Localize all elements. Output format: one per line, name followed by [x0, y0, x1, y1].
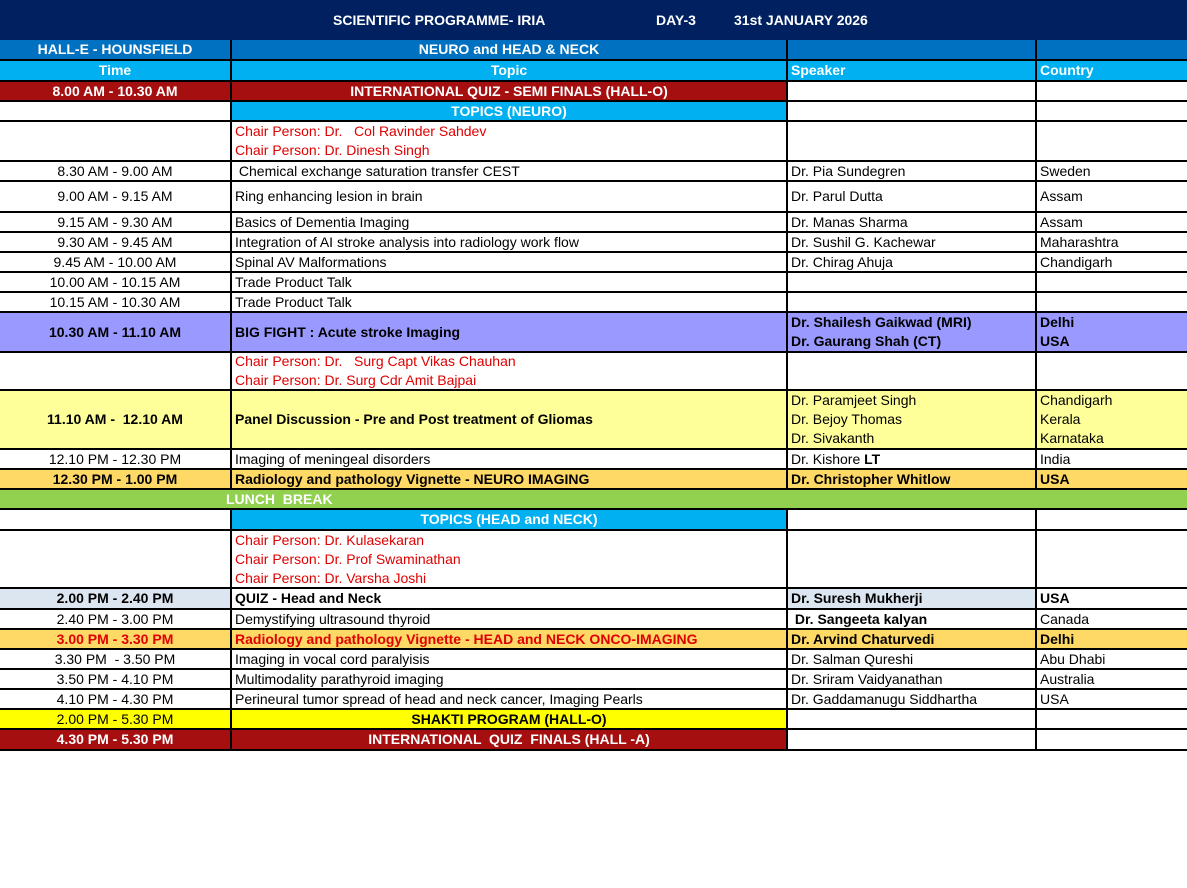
session-time: 12.30 PM - 1.00 PM: [0, 470, 232, 488]
chairperson-2: Chair Person: Dr. Surg Cdr Amit Bajpai: [235, 372, 477, 388]
hall-row: [0, 40, 1187, 61]
session-row: [0, 182, 1187, 213]
session-row: [0, 670, 1187, 690]
session-topic: Ring enhancing lesion in brain: [232, 182, 788, 211]
session-country: USA: [1040, 470, 1070, 487]
quiz-head-neck-row: [0, 589, 1187, 610]
session-time: 2.00 PM - 2.40 PM: [0, 589, 232, 608]
speaker-column-header: Speaker: [788, 61, 1037, 80]
session-country: USA: [1040, 690, 1069, 707]
session-time: 10.00 AM - 10.15 AM: [0, 273, 232, 291]
session-topic: INTERNATIONAL QUIZ - SEMI FINALS (HALL-O): [232, 82, 788, 100]
session-topic: Radiology and pathology Vignette - NEURO IMAGING: [232, 470, 788, 488]
chairperson-1: Chair Person: Dr. Kulasekaran: [235, 531, 425, 548]
vignette-row: [0, 470, 1187, 490]
session-row: [0, 690, 1187, 710]
session-time: 9.45 AM - 10.00 AM: [0, 253, 232, 271]
session-speaker: Dr. Pia Sundegren: [788, 162, 1037, 180]
day-label: DAY-3: [656, 12, 696, 28]
session-speaker: Dr. Parul Dutta: [788, 182, 1037, 211]
session-time: 8.30 AM - 9.00 AM: [0, 162, 232, 180]
country-1: Chandigarh: [1040, 392, 1113, 408]
session-topic: Multimodality parathyroid imaging: [232, 670, 788, 688]
session-time: 2.40 PM - 3.00 PM: [0, 610, 232, 628]
session-row: [0, 273, 1187, 293]
speaker-suffix: LT: [864, 450, 881, 467]
panel-discussion-row: [0, 391, 1187, 450]
session-time: 10.30 AM - 11.10 AM: [0, 313, 232, 351]
session-time: 8.00 AM - 10.30 AM: [0, 82, 232, 100]
session-time: 4.30 PM - 5.30 PM: [0, 730, 232, 749]
session-speaker: Dr. Chirag Ahuja: [788, 253, 1037, 271]
session-topic: SHAKTI PROGRAM (HALL-O): [232, 710, 788, 728]
title-row: [0, 0, 1187, 40]
session-time: 9.00 AM - 9.15 AM: [0, 182, 232, 211]
session-speaker: Dr. Sushil G. Kachewar: [788, 233, 1037, 251]
chairperson-1: Chair Person: Dr. Col Ravinder Sahdev: [235, 123, 487, 139]
session-speaker: Dr. Sangeeta kalyan: [788, 610, 1037, 628]
chairperson-2: Chair Person: Dr. Prof Swaminathan: [235, 550, 461, 567]
session-country: Assam: [1040, 188, 1083, 204]
session-country: Canada: [1040, 610, 1090, 627]
section-heading: TOPICS (HEAD and NECK): [232, 510, 788, 529]
session-row: [0, 450, 1187, 470]
session-country: India: [1040, 450, 1071, 467]
session-row: [0, 253, 1187, 273]
session-country: Abu Dhabi: [1040, 650, 1106, 667]
session-time: 2.00 PM - 5.30 PM: [0, 710, 232, 728]
session-country: USA: [1037, 589, 1187, 608]
session-time: 11.10 AM - 12.10 AM: [0, 391, 232, 448]
session-topic: Basics of Dementia Imaging: [232, 213, 788, 231]
session-country: Assam: [1040, 213, 1083, 230]
session-speakers: [788, 313, 1037, 351]
country-column-header: Country: [1040, 62, 1094, 78]
session-row: [0, 162, 1187, 182]
session-topic: Imaging of meningeal disorders: [232, 450, 788, 468]
session-topic: Trade Product Talk: [232, 293, 788, 311]
speaker-1: Dr. Shailesh Gaikwad (MRI): [791, 314, 972, 330]
session-country: Delhi: [1040, 630, 1075, 647]
session-time: 10.15 AM - 10.30 AM: [0, 293, 232, 311]
topics-head-neck-row: [0, 510, 1187, 531]
session-topic: Demystifying ultrasound thyroid: [232, 610, 788, 628]
quiz-final-row: [0, 730, 1187, 751]
session-topic: Trade Product Talk: [232, 273, 788, 291]
session-topic: QUIZ - Head and Neck: [232, 589, 788, 608]
big-fight-row: [0, 313, 1187, 353]
session-country: Maharashtra: [1040, 233, 1119, 250]
session-time: 3.30 PM - 3.50 PM: [0, 650, 232, 668]
topics-neuro-row: [0, 102, 1187, 122]
session-speaker: Dr. Gaddamanugu Siddhartha: [788, 690, 1037, 708]
section-heading: TOPICS (NEURO): [232, 102, 788, 120]
session-topic: BIG FIGHT : Acute stroke Imaging: [232, 313, 788, 351]
chairperson-1: Chair Person: Dr. Surg Capt Vikas Chauhan: [235, 353, 516, 369]
chairpersons: [232, 122, 788, 160]
session-country: Sweden: [1040, 162, 1091, 179]
session-time: 12.10 PM - 12.30 PM: [0, 450, 232, 468]
session-row: [0, 233, 1187, 253]
session-speakers: [788, 391, 1037, 448]
session-speaker: Dr. Sriram Vaidyanathan: [788, 670, 1037, 688]
country-1: Delhi: [1040, 314, 1075, 330]
country-2: Kerala: [1040, 411, 1081, 427]
programme-title: SCIENTIFIC PROGRAMME- IRIA: [333, 12, 546, 28]
session-topic: Imaging in vocal cord paralyisis: [232, 650, 788, 668]
speaker-2: Dr. Bejoy Thomas: [791, 411, 903, 427]
session-row: [0, 610, 1187, 630]
chairperson-row: [0, 353, 1187, 391]
chairpersons: [232, 353, 788, 389]
session-country: Chandigarh: [1040, 253, 1113, 270]
session-theme: NEURO and HEAD & NECK: [232, 40, 788, 59]
chairperson-2: Chair Person: Dr. Dinesh Singh: [235, 142, 430, 158]
session-topic: Radiology and pathology Vignette - HEAD and NECK ONCO-IMAGING: [232, 630, 788, 648]
time-column-header: Time: [0, 61, 232, 80]
session-speaker: Dr. Arvind Chaturvedi: [788, 630, 1037, 648]
lunch-break-row: [0, 490, 1187, 510]
date-label: 31st JANUARY 2026: [734, 12, 868, 28]
vignette-row: [0, 630, 1187, 650]
session-time: 9.30 AM - 9.45 AM: [0, 233, 232, 251]
session-time: 9.15 AM - 9.30 AM: [0, 213, 232, 231]
session-speaker: Dr. Salman Qureshi: [788, 650, 1037, 668]
session-topic: Spinal AV Malformations: [232, 253, 788, 271]
session-topic: Panel Discussion - Pre and Post treatment of Gliomas: [232, 391, 788, 448]
session-time: 3.50 PM - 4.10 PM: [0, 670, 232, 688]
speaker-name: Dr. Kishore: [791, 450, 861, 467]
session-countries: [1037, 391, 1187, 448]
lunch-break-label: LUNCH BREAK: [226, 490, 333, 507]
session-time: 3.00 PM - 3.30 PM: [0, 630, 232, 648]
session-topic: Chemical exchange saturation transfer CEST: [232, 162, 788, 180]
chairpersons: [232, 531, 788, 587]
session-speaker: Dr. Manas Sharma: [788, 213, 1037, 231]
session-row: [0, 293, 1187, 313]
session-countries: [1037, 313, 1187, 351]
topic-column-header: Topic: [232, 61, 788, 80]
session-time: 4.10 PM - 4.30 PM: [0, 690, 232, 708]
session-topic: Integration of AI stroke analysis into radiology work flow: [232, 233, 788, 251]
speaker-1: Dr. Paramjeet Singh: [791, 392, 917, 408]
session-speaker: Dr. Christopher Whitlow: [788, 470, 1037, 488]
speaker-3: Dr. Sivakanth: [791, 430, 875, 446]
speaker-2: Dr. Gaurang Shah (CT): [791, 333, 942, 349]
country-2: USA: [1040, 333, 1070, 349]
session-speaker: Dr. Suresh Mukherji: [788, 589, 1037, 608]
chairperson-row: [0, 122, 1187, 162]
session-speaker: [788, 450, 1037, 468]
chairperson-row: [0, 531, 1187, 589]
column-header-row: [0, 61, 1187, 82]
session-topic: INTERNATIONAL QUIZ FINALS (HALL -A): [232, 730, 788, 749]
session-row: [0, 213, 1187, 233]
shakti-program-row: [0, 710, 1187, 730]
chairperson-3: Chair Person: Dr. Varsha Joshi: [235, 569, 427, 586]
session-country: Australia: [1040, 670, 1095, 687]
session-topic: Perineural tumor spread of head and neck cancer, Imaging Pearls: [232, 690, 788, 708]
session-row: [0, 650, 1187, 670]
country-3: Karnataka: [1040, 430, 1104, 446]
hall-name: HALL-E - HOUNSFIELD: [0, 40, 232, 59]
quiz-semifinal-row: [0, 82, 1187, 102]
